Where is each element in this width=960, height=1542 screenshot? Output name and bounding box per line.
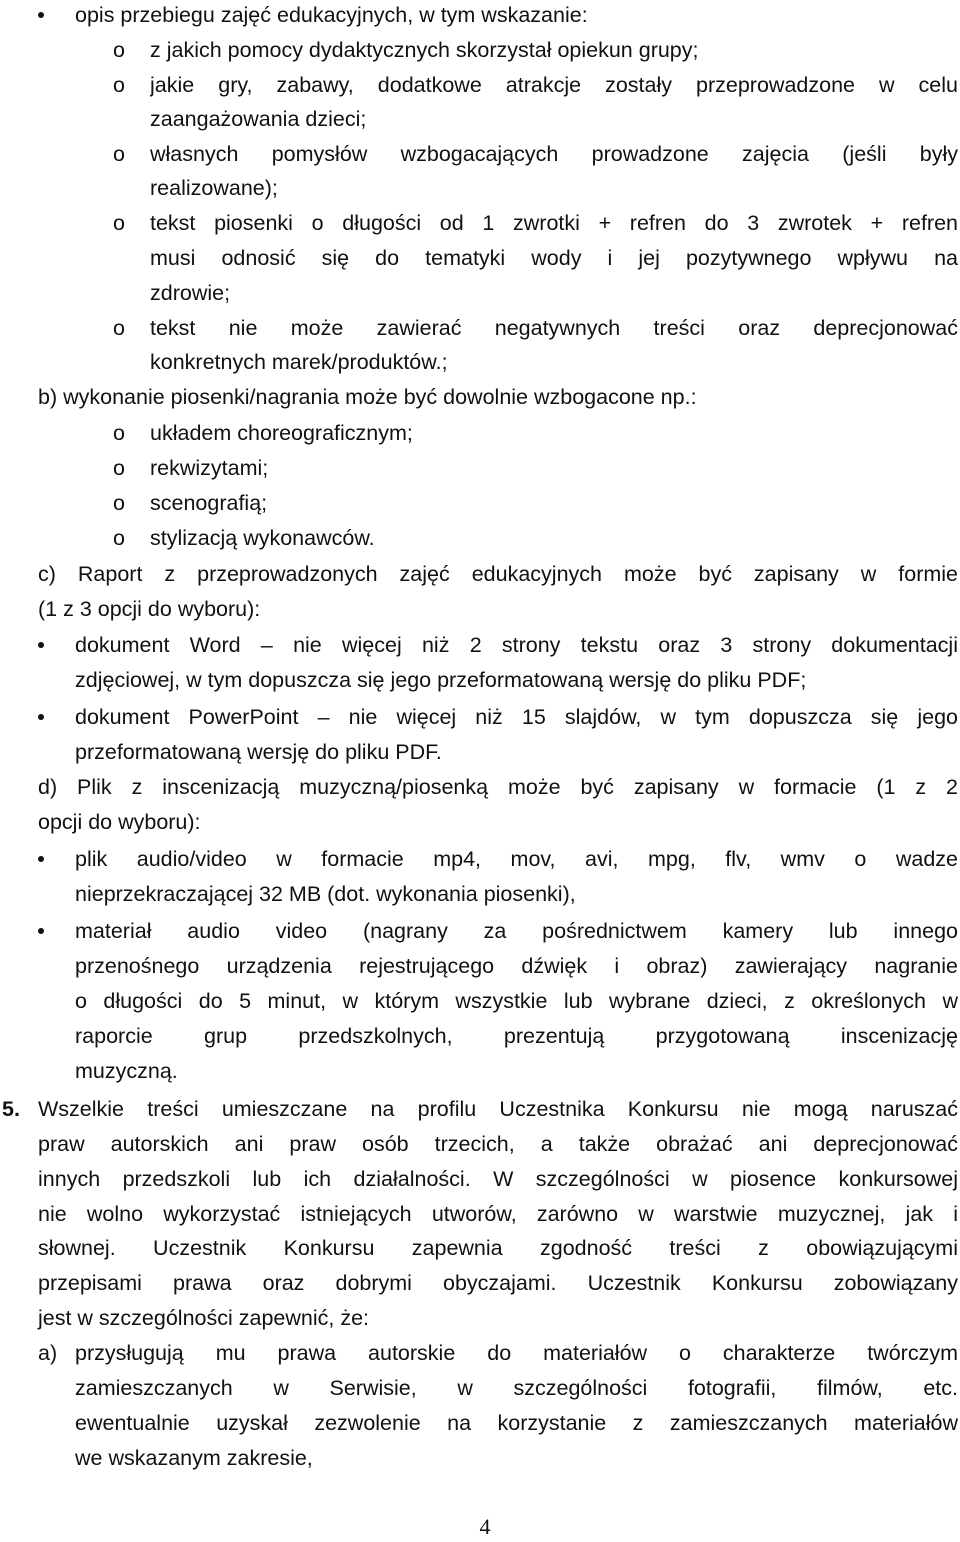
b-sub-item: scenografią; xyxy=(150,491,268,515)
point-b-text: b) wykonanie piosenki/nagrania może być dowolnie wzbogacone np.: xyxy=(38,385,697,409)
sub-marker: o xyxy=(113,456,125,480)
item-5a-line: we wskazanym zakresie, xyxy=(75,1446,313,1470)
item-5-line: jest w szczególności zapewnić, że: xyxy=(38,1306,370,1330)
d-bullet-line: materiał audio video (nagrany za pośrednictwem kamery lub innego xyxy=(75,919,958,943)
sub-item-line: zaangażowania dzieci; xyxy=(150,107,367,131)
c-bullet-line: przeformatowaną wersję do pliku PDF. xyxy=(75,740,442,764)
sub-item-line: realizowane); xyxy=(150,176,278,200)
bullet-icon xyxy=(38,642,44,648)
b-sub-item: stylizacją wykonawców. xyxy=(150,526,375,550)
sub-item-line: własnych pomysłów wzbogacających prowadzone zajęcia (jeśli były xyxy=(150,142,958,166)
bullet-icon xyxy=(38,856,44,862)
d-bullet-line: nieprzekraczającej 32 MB (dot. wykonania piosenki), xyxy=(75,882,576,906)
item-5a-label: a) xyxy=(38,1341,58,1365)
item-5-line: słownej. Uczestnik Konkursu zapewnia zgodność treści z obowiązującymi xyxy=(38,1236,958,1260)
sub-marker: o xyxy=(113,316,125,340)
sub-item-line: z jakich pomocy dydaktycznych skorzystał opiekun grupy; xyxy=(150,38,699,62)
b-sub-item: układem choreograficznym; xyxy=(150,421,413,445)
sub-marker: o xyxy=(113,211,125,235)
item-5-number: 5. xyxy=(2,1097,20,1121)
sub-marker: o xyxy=(113,142,125,166)
sub-item-line: jakie gry, zabawy, dodatkowe atrakcje zostały przeprowadzone w celu xyxy=(150,73,958,97)
sub-marker: o xyxy=(113,73,125,97)
item-5a-line: zamieszczanych w Serwisie, w szczególności fotografii, filmów, etc. xyxy=(75,1376,958,1400)
page-number: 4 xyxy=(479,1514,491,1539)
d-bullet-line: przenośnego urządzenia rejestrującego dźwięk i obraz) zawierający nagranie xyxy=(75,954,958,978)
d-bullet-line: raporcie grup przedszkolnych, prezentują przygotowaną inscenizację xyxy=(75,1024,958,1048)
c-bullet-line: zdjęciowej, w tym dopuszcza się jego przeformatowaną wersję do pliku PDF; xyxy=(75,668,807,692)
c-bullet-line: dokument Word – nie więcej niż 2 strony tekstu oraz 3 strony dokumentacji xyxy=(75,633,958,657)
bullet-icon xyxy=(38,714,44,720)
item-5-line: innych przedszkoli lub ich działalności. W szczególności w piosence konkursowej xyxy=(38,1167,958,1191)
d-bullet-line: o długości do 5 minut, w którym wszystkie lub wybrane dzieci, z określonych w xyxy=(75,989,958,1013)
d-bullet-line: muzyczną. xyxy=(75,1059,178,1083)
d-bullet-line: plik audio/video w formacie mp4, mov, avi, mpg, flv, wmv o wadze xyxy=(75,847,958,871)
point-d-text: opcji do wyboru): xyxy=(38,810,201,834)
sub-marker: o xyxy=(113,421,125,445)
point-d-text: d) Plik z inscenizacją muzyczną/piosenką może być zapisany w formacie (1 z 2 xyxy=(38,775,958,799)
bullet-icon xyxy=(38,928,44,934)
sub-item-line: musi odnosić się do tematyki wody i jej pozytywnego wpływu na xyxy=(150,246,958,270)
sub-marker: o xyxy=(113,526,125,550)
item-5a-line: przysługują mu prawa autorskie do materiałów o charakterze twórczym xyxy=(75,1341,958,1365)
item-5a-line: ewentualnie uzyskał zezwolenie na korzystanie z zamieszczanych materiałów xyxy=(75,1411,958,1435)
sub-marker: o xyxy=(113,491,125,515)
sub-item-line: konkretnych marek/produktów.; xyxy=(150,350,448,374)
bullet-icon xyxy=(38,12,44,18)
top-bullet-text: opis przebiegu zajęć edukacyjnych, w tym wskazanie: xyxy=(75,3,588,27)
sub-item-line: tekst piosenki o długości od 1 zwrotki + refren do 3 zwrotek + refren xyxy=(150,211,958,235)
point-c-text: c) Raport z przeprowadzonych zajęć edukacyjnych może być zapisany w formie xyxy=(38,562,958,586)
sub-item-line: tekst nie może zawierać negatywnych treści oraz deprecjonować xyxy=(150,316,958,340)
sub-item-line: zdrowie; xyxy=(150,281,231,305)
c-bullet-line: dokument PowerPoint – nie więcej niż 15 slajdów, w tym dopuszcza się jego xyxy=(75,705,958,729)
item-5-line: przepisami prawa oraz dobrymi obyczajami. Uczestnik Konkursu zobowiązany xyxy=(38,1271,958,1295)
sub-marker: o xyxy=(113,38,125,62)
item-5-line: nie wolno wykorzystać istniejących utworów, zarówno w warstwie muzycznej, jak i xyxy=(38,1202,958,1226)
item-5-line: Wszelkie treści umieszczane na profilu Uczestnika Konkursu nie mogą naruszać xyxy=(38,1097,958,1121)
item-5-line: praw autorskich ani praw osób trzecich, a także obrażać ani deprecjonować xyxy=(38,1132,958,1156)
b-sub-item: rekwizytami; xyxy=(150,456,269,480)
point-c-text: (1 z 3 opcji do wyboru): xyxy=(38,597,261,621)
